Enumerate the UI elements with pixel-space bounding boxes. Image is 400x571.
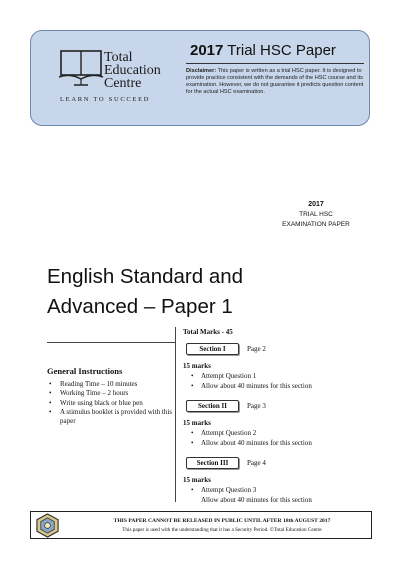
section-marks: 15 marks [183,476,211,484]
list-item: Allow about 40 minutes for this section [201,496,312,504]
instructions-list [47,380,172,426]
list-item: • Allow about 40 minutes for this section [191,439,312,447]
footer-security-notice: This paper is used with the understanding that it has a Security Period. ©Total Education Centre [122,527,322,533]
title-rule [186,63,364,64]
general-instructions [47,366,172,426]
exam-meta-line2: EXAMINATION PAPER [282,221,350,228]
logo-text-line1: Total [104,50,133,65]
divider-horizontal [47,342,175,343]
section-marks: 15 marks [183,419,211,427]
list-item: • Reading Time – 10 minutes [49,380,138,388]
disclaimer-text: This paper is written as a trial HSC paper. It is designed to provide practice consistent with the demands of the HSC course and its examination. However, we do not guarantee it predicts question content for the actual HSC examination. [186,68,364,95]
list-item: • Allow about 40 minutes for this section [191,382,312,390]
disclaimer-label: Disclaimer: [186,68,217,74]
security-badge-icon [35,513,60,538]
section-label: Section III [186,457,239,469]
instructions-heading: General Instructions [47,366,123,376]
logo-tagline: LEARN TO SUCCEED [60,96,151,103]
open-book-icon [58,49,104,87]
list-item: • Write using black or blue pen [49,398,143,407]
document-title [47,262,243,322]
section-page: Page 3 [247,402,266,410]
footer-release-notice: THIS PAPER CANNOT BE RELEASED IN PUBLIC UNTIL AFTER 18th AUGUST 2017 [113,518,331,524]
list-item: • Attempt Question 2 [191,429,257,437]
list-item: • Attempt Question 3 [191,486,257,494]
section-3 [183,457,363,505]
paper-title-text: Trial HSC Paper [227,42,336,59]
footer-notice [30,511,372,539]
logo-text-line2: Education [104,63,161,78]
section-page: Page 4 [247,459,266,467]
disclaimer [186,68,366,96]
paper-title-year: 2017 [190,42,224,59]
section-1 [183,343,363,391]
total-marks: Total Marks - 45 [183,328,233,336]
section-label: Section II [186,400,239,412]
marks-column [183,328,363,504]
section-page: Page 2 [247,345,266,353]
paper-title [190,42,336,59]
section-marks: 15 marks [183,362,211,370]
divider-vertical [175,327,176,502]
section-label: Section I [186,343,239,355]
logo-text-line3: Centre [104,76,142,91]
document-title-line2: Advanced – Paper 1 [47,295,233,318]
exam-meta [276,200,356,230]
section-2 [183,400,363,448]
list-item: • Attempt Question 1 [191,372,257,380]
list-item: • Working Time – 2 hours [49,389,129,398]
list-item: • A stimulus booklet is provided with this paper [49,407,173,426]
exam-meta-line1: TRIAL HSC [299,211,333,218]
document-title-line1: English Standard and [47,265,244,288]
exam-meta-year: 2017 [308,201,324,208]
